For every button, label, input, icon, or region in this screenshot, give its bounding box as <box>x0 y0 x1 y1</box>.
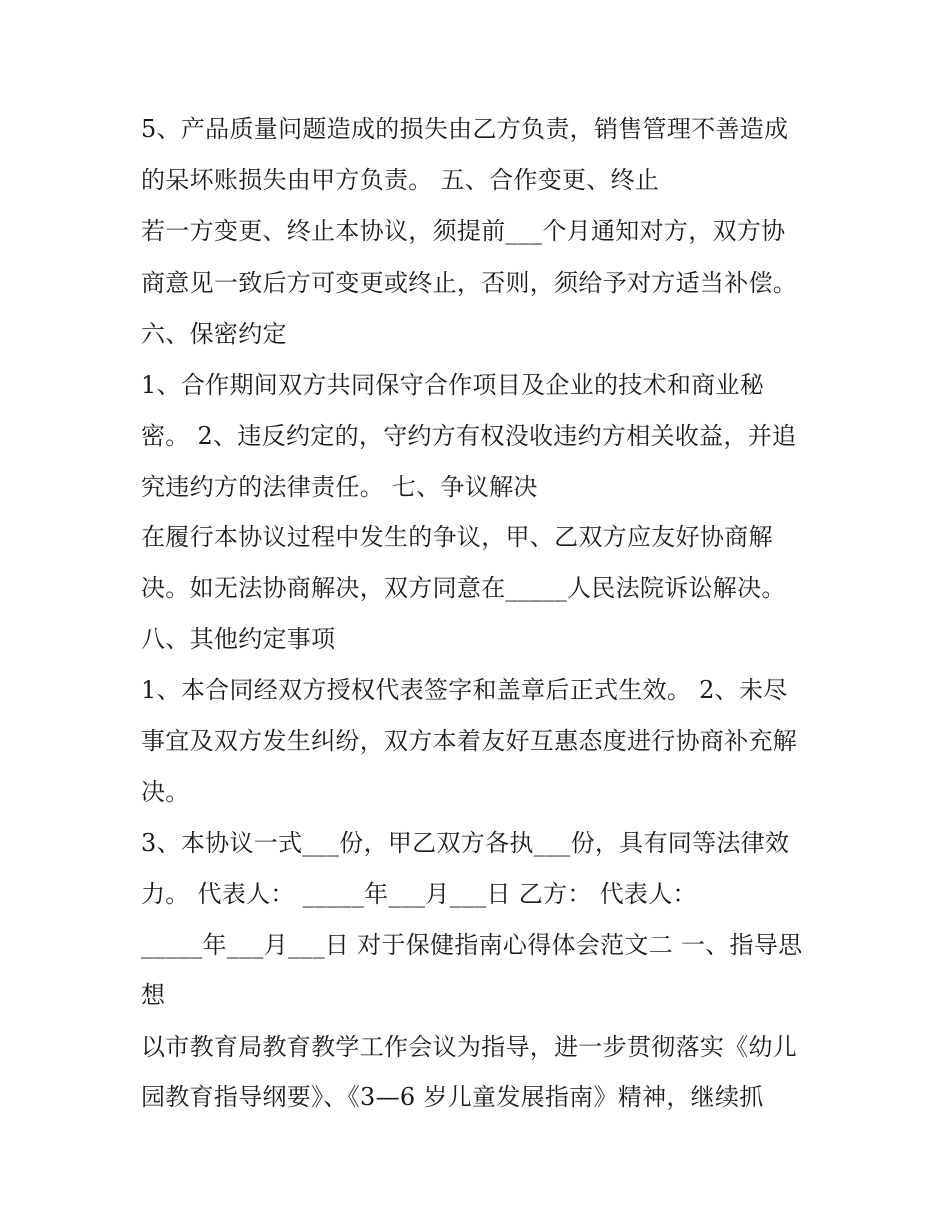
text-line: 以市教育局教育教学工作会议为指导，进一步贯彻落实《幼儿 <box>141 1033 798 1061</box>
section-heading: 八、其他约定事项 <box>141 625 336 653</box>
text-line: 决。 <box>141 778 190 806</box>
text-line: 园教育指导纲要》、《3—6 岁儿童发展指南》精神，继续抓 <box>141 1083 764 1111</box>
text-line: 商意见一致后方可变更或终止，否则，须给予对方适当补偿。 <box>141 269 798 297</box>
section-heading: 六、保密约定 <box>141 320 287 348</box>
text-line: 的呆坏账损失由甲方负责。 五、合作变更、终止 <box>141 166 660 194</box>
text-line: 1、本合同经双方授权代表签字和盖章后正式生效。 2、未尽 <box>141 676 788 704</box>
text-line: 力。 代表人： _____年___月___日 乙方： 代表人： <box>141 880 697 908</box>
text-line: 想 <box>141 981 166 1009</box>
text-line: 究违约方的法律责任。 七、争议解决 <box>141 473 538 501</box>
text-line: 决。如无法协商解决，双方同意在_____人民法院诉讼解决。 <box>141 574 786 602</box>
text-line: 若一方变更、终止本协议，须提前___个月通知对方，双方协 <box>141 217 786 245</box>
text-line: 密。 2、违反约定的，守约方有权没收违约方相关收益，并追 <box>141 422 797 450</box>
text-line: 5、产品质量问题造成的损失由乙方负责，销售管理不善造成 <box>141 115 789 143</box>
text-line: 事宜及双方发生纠纷，双方本着友好互惠态度进行协商补充解 <box>141 727 798 755</box>
text-line: 3、本协议一式___份，甲乙双方各执___份，具有同等法律效 <box>141 829 790 857</box>
text-line: _____年___月___日 对于保健指南心得体会范文二 一、指导思 <box>141 931 803 959</box>
text-line: 1、合作期间双方共同保守合作项目及企业的技术和商业秘 <box>141 371 765 399</box>
text-line: 在履行本协议过程中发生的争议，甲、乙双方应友好协商解 <box>141 523 773 551</box>
